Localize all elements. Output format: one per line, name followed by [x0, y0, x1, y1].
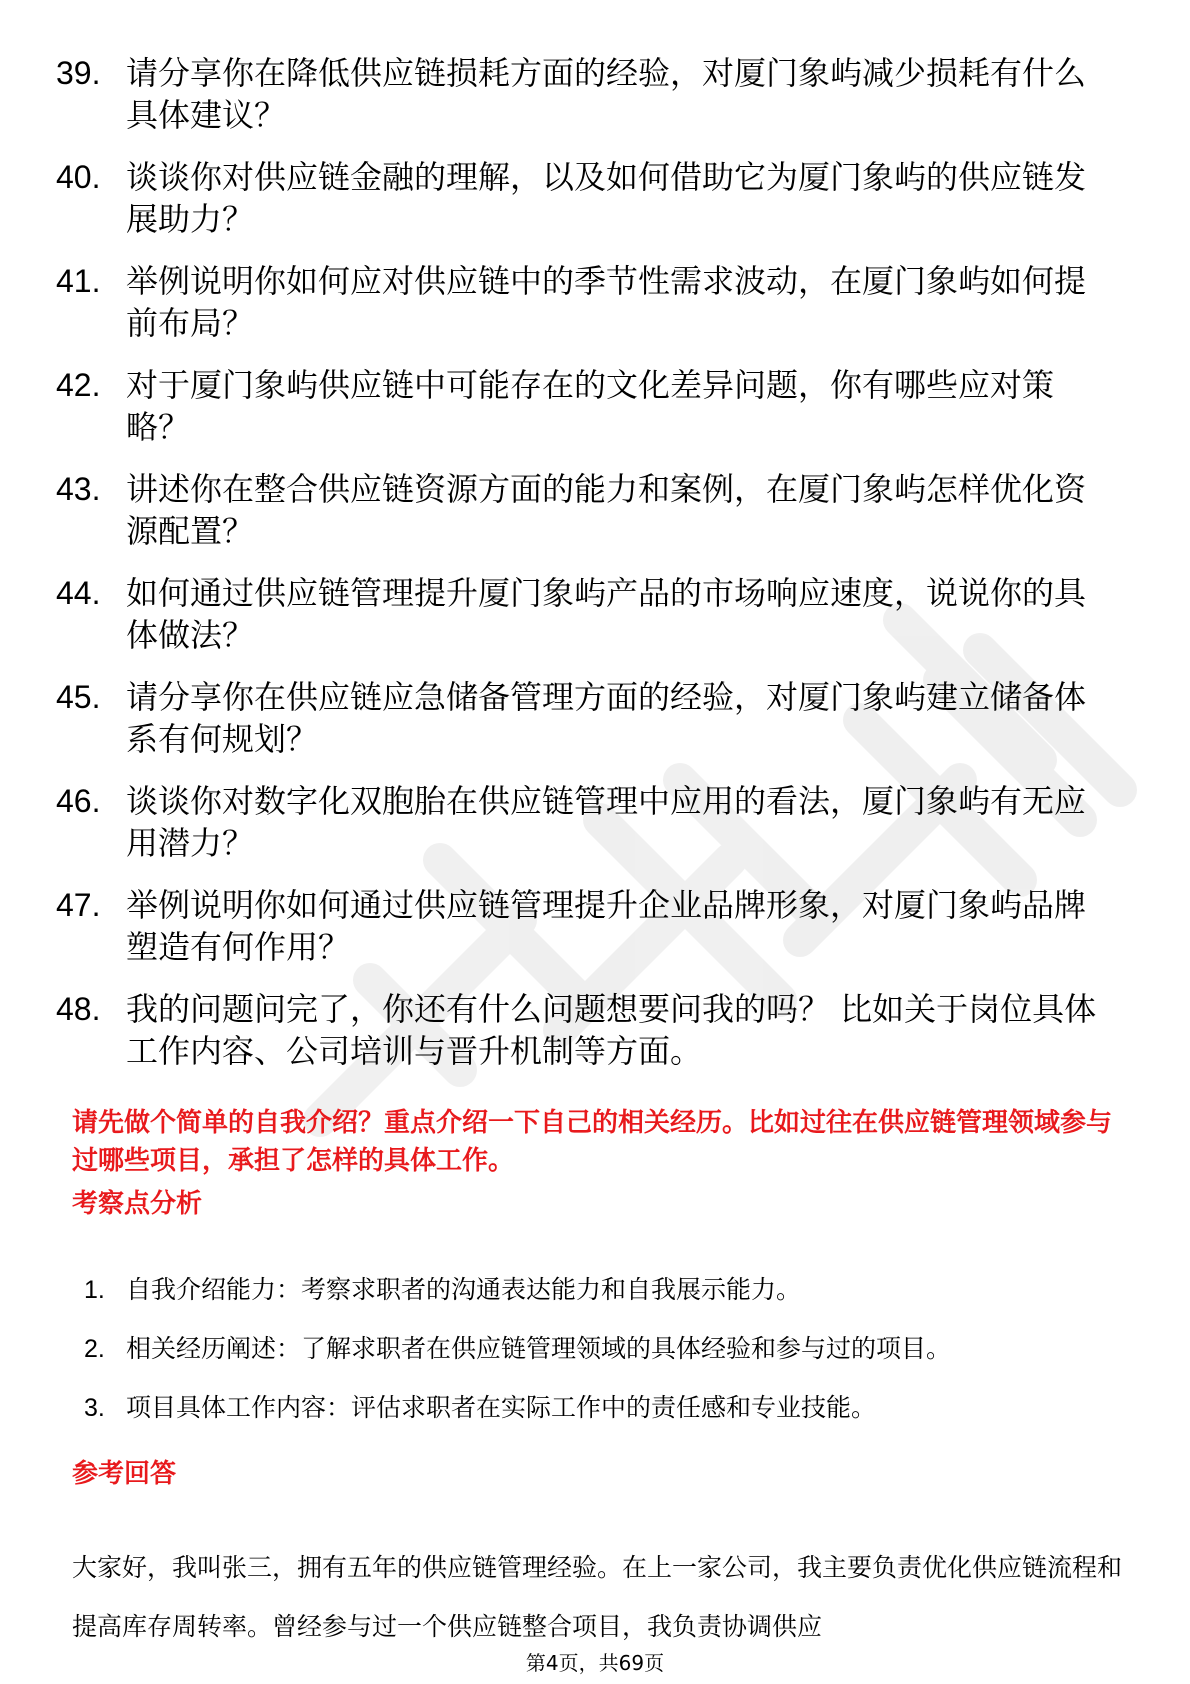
- question-number: 40.: [56, 159, 101, 195]
- question-text: 我的问题问完了，你还有什么问题想要问我的吗？ 比如关于岗位具体工作内容、公司培训与晋升机制等方面。: [126, 990, 1097, 1070]
- analysis-item: [84, 1331, 1104, 1367]
- question-item: [56, 52, 1136, 136]
- question-item: [56, 884, 1136, 968]
- analysis-number: 2.: [84, 1335, 105, 1363]
- question-text: 谈谈你对供应链金融的理解，以及如何借助它为厦门象屿的供应链发展助力？: [126, 158, 1087, 238]
- question-number: 46.: [56, 783, 101, 819]
- analysis-number: 3.: [84, 1394, 105, 1422]
- question-item: [56, 780, 1136, 864]
- question-number: 44.: [56, 575, 101, 611]
- question-text: 对于厦门象屿供应链中可能存在的文化差异问题，你有哪些应对策略？: [126, 366, 1055, 446]
- reference-heading: 参考回答: [72, 1459, 177, 1489]
- page-footer: 第4页，共69页: [525, 1651, 665, 1675]
- question-number: 48.: [56, 991, 101, 1027]
- question-item: [56, 572, 1136, 656]
- question-text: 谈谈你对数字化双胞胎在供应链管理中应用的看法，厦门象屿有无应用潜力？: [126, 782, 1087, 862]
- analysis-text: 项目具体工作内容：评估求职者在实际工作中的责任感和专业技能。: [126, 1393, 877, 1422]
- highlight-question: 请先做个简单的自我介绍？重点介绍一下自己的相关经历。比如过往在供应链管理领域参与过哪些项目，承担了怎样的具体工作。: [72, 1108, 1113, 1176]
- question-item: [56, 988, 1136, 1072]
- question-item: [56, 676, 1136, 760]
- question-number: 45.: [56, 679, 101, 715]
- analysis-text: 相关经历阐述：了解求职者在供应链管理领域的具体经验和参与过的项目。: [126, 1334, 952, 1363]
- question-text: 举例说明你如何通过供应链管理提升企业品牌形象，对厦门象屿品牌塑造有何作用？: [126, 886, 1087, 966]
- question-text: 讲述你在整合供应链资源方面的能力和案例，在厦门象屿怎样优化资源配置？: [126, 470, 1087, 550]
- analysis-text: 自我介绍能力：考察求职者的沟通表达能力和自我展示能力。: [126, 1275, 802, 1304]
- question-item: [56, 260, 1136, 344]
- question-number: 39.: [56, 55, 101, 91]
- question-item: [56, 156, 1136, 240]
- question-number: 47.: [56, 887, 101, 923]
- analysis-list: [84, 1272, 1104, 1449]
- question-list: [56, 52, 1136, 1092]
- question-number: 42.: [56, 367, 101, 403]
- analysis-item: [84, 1272, 1104, 1308]
- question-text: 请分享你在供应链应急储备管理方面的经验，对厦门象屿建立储备体系有何规划？: [126, 678, 1087, 758]
- question-number: 43.: [56, 471, 101, 507]
- reference-answer: 大家好，我叫张三，拥有五年的供应链管理经验。在上一家公司，我主要负责优化供应链流程和提高库存周转率。曾经参与过一个供应链整合项目，我负责协调供应: [72, 1553, 1122, 1641]
- question-item: [56, 468, 1136, 552]
- question-text: 举例说明你如何应对供应链中的季节性需求波动，在厦门象屿如何提前布局？: [126, 262, 1087, 342]
- question-item: [56, 364, 1136, 448]
- analysis-item: [84, 1390, 1104, 1426]
- analysis-heading: 考察点分析: [72, 1189, 203, 1219]
- question-text: 如何通过供应链管理提升厦门象屿产品的市场响应速度，说说你的具体做法？: [126, 574, 1087, 654]
- analysis-number: 1.: [84, 1276, 105, 1304]
- question-text: 请分享你在降低供应链损耗方面的经验，对厦门象屿减少损耗有什么具体建议？: [126, 54, 1087, 134]
- question-number: 41.: [56, 263, 101, 299]
